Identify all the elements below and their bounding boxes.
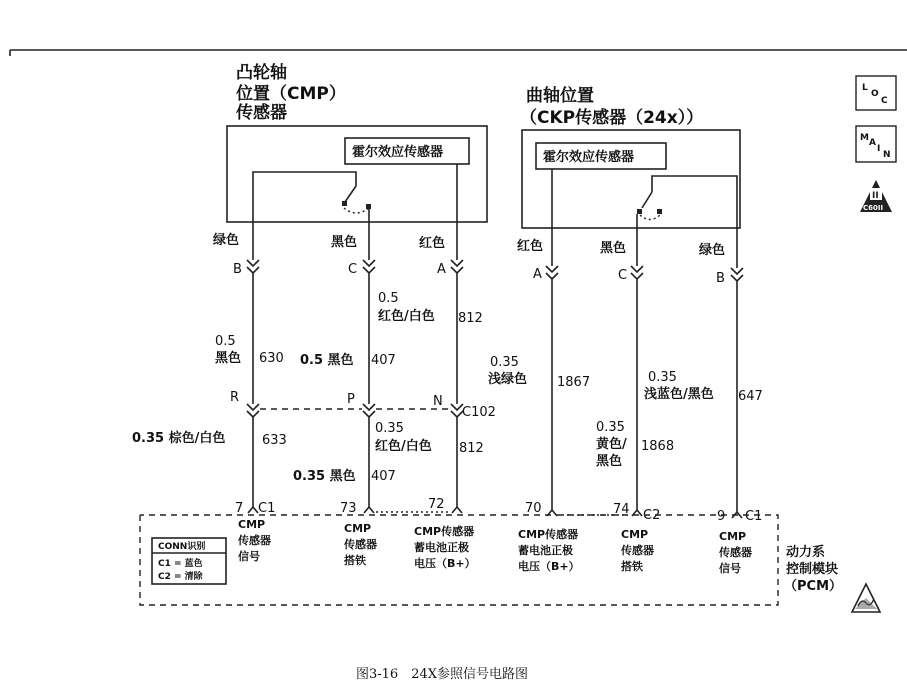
c102-w1-circuit: 633 — [262, 433, 287, 448]
svg-text:A: A — [869, 138, 876, 148]
pcm-l72-2: 蓄电池正极 — [414, 541, 469, 554]
pcm-l74-2: 传感器 — [621, 544, 654, 557]
cmp-b-color: 绿色 — [213, 233, 240, 248]
cmp-c-size: 0.5 — [378, 291, 399, 306]
pcm-l73-2: 传感器 — [344, 538, 377, 551]
ckp-a-size: 0.35 — [490, 355, 519, 370]
c102-w3-sizecolor: 0.35 黑色 — [293, 469, 356, 484]
c102-w4-circuit: 1868 — [641, 439, 675, 454]
pcm-conn-c1-a: C1 — [258, 501, 276, 516]
c102-w2-wcolor: 红色/白色 — [375, 439, 432, 454]
c102-w2-size: 0.35 — [375, 421, 404, 436]
pcm-l73-3: 搭铁 — [344, 554, 366, 567]
pcm-l7-3: 信号 — [238, 550, 260, 563]
cmp-b-size: 0.5 — [215, 334, 236, 349]
pcm-pin-73: 73 — [340, 501, 357, 516]
c102-w4-size: 0.35 — [596, 420, 625, 435]
cmp-a-color: 红色 — [419, 236, 446, 251]
cmp-a-circuit: 407 — [371, 353, 396, 368]
pcm-l72-3: 电压（B+） — [414, 557, 476, 570]
pcm-l74-3: 搭铁 — [621, 560, 643, 573]
cmp-switch-icon — [253, 172, 371, 240]
svg-text:C60II: C60II — [863, 204, 884, 212]
cmp-c-color: 黑色 — [331, 235, 358, 250]
conn-legend — [152, 538, 226, 584]
c60-icon — [860, 180, 892, 212]
cmp-pin-b: B — [233, 262, 242, 277]
pcm-pin-72: 72 — [428, 497, 445, 512]
pcm-l74-1: CMP — [621, 528, 649, 541]
ckp-pin-b: B — [716, 271, 725, 286]
conn-legend-title: CONN识别 — [158, 542, 206, 552]
cmp-a-sizecolor: 0.5 黑色 — [300, 353, 354, 368]
ckp-switch-icon — [637, 176, 737, 252]
pcm-conn-c1-b: C1 — [745, 509, 763, 524]
svg-text:M: M — [860, 133, 869, 143]
pcm-l9-3: 信号 — [719, 562, 741, 575]
ckp-pin-c: C — [618, 268, 628, 283]
conn-legend-c1: C1 = 蓝色 — [158, 559, 203, 569]
ckp-b-color: 绿色 — [699, 243, 726, 258]
svg-text:N: N — [883, 150, 891, 160]
pcm-l70-3: 电压（B+） — [518, 560, 580, 573]
pcm-l72-1: CMP传感器 — [414, 525, 475, 538]
cmp-b-circuit: 630 — [259, 351, 284, 366]
svg-text:O: O — [871, 89, 879, 99]
cmp-pin-a: A — [437, 262, 446, 277]
cmp-hall-label: 霍尔效应传感器 — [352, 145, 444, 160]
pcm-connector-chevrons — [248, 507, 742, 518]
c102-pin-n: N — [433, 394, 443, 409]
pcm-l7-2: 传感器 — [238, 534, 271, 547]
svg-text:L: L — [862, 83, 868, 93]
c102-connector-chevrons — [247, 404, 463, 417]
cmp-c-circuit: 812 — [458, 311, 483, 326]
ckp-hall-label: 霍尔效应传感器 — [543, 150, 635, 165]
ckp-sensor-box — [522, 130, 740, 228]
pcm-pin-70: 70 — [525, 501, 542, 516]
cmp-title-2: 位置（CMP） — [236, 84, 346, 104]
c102-w4-wcolor1: 黄色/ — [596, 437, 627, 452]
pcm-l7-1: CMP — [238, 518, 266, 531]
cmp-pin-c: C — [348, 262, 358, 277]
pcm-pin-74: 74 — [613, 502, 630, 517]
ckp-c-circuit: 647 — [738, 389, 763, 404]
cmp-c-wcolor: 红色/白色 — [378, 309, 435, 324]
ckp-c-wcolor: 浅蓝色/黑色 — [644, 387, 714, 402]
c102-w3-circuit: 407 — [371, 469, 396, 484]
pcm-name-3: （PCM） — [784, 579, 843, 594]
svg-text:I: I — [877, 144, 881, 154]
pcm-pin-9: 9 — [717, 509, 726, 524]
pcm-l9-2: 传感器 — [719, 546, 752, 559]
conn-legend-c2: C2 = 清除 — [158, 572, 203, 582]
pcm-l73-1: CMP — [344, 522, 372, 535]
svg-text:II: II — [872, 191, 879, 201]
pcm-conn-c2: C2 — [643, 508, 661, 523]
sensor-connector-chevrons — [247, 260, 743, 281]
pcm-name-2: 控制模块 — [786, 562, 839, 577]
pcm-name-1: 动力系 — [786, 545, 826, 560]
loc-icon — [856, 76, 896, 110]
pcm-l9-1: CMP — [719, 530, 747, 543]
main-icon — [856, 126, 896, 162]
c102-pin-r: R — [230, 390, 240, 405]
pcm-pin-7: 7 — [235, 501, 244, 516]
cmp-sensor-box — [227, 126, 487, 222]
cmp-title-1: 凸轮轴 — [236, 63, 287, 83]
figure-caption: 图3-16 24X参照信号电路图 — [356, 667, 529, 682]
ckp-title-1: 曲轴位置 — [526, 86, 594, 106]
ckp-title-2: （CKP传感器（24x）） — [520, 108, 704, 128]
c102-w2-circuit: 812 — [459, 441, 484, 456]
pcm-l70-1: CMP传感器 — [518, 528, 579, 541]
c102-label: C102 — [462, 405, 496, 420]
cmp-title-3: 传感器 — [236, 103, 287, 123]
esd-warning-icon — [852, 584, 880, 612]
ckp-a-wcolor: 浅绿色 — [488, 372, 528, 387]
ckp-c-size: 0.35 — [648, 370, 677, 385]
ckp-pin-a: A — [533, 267, 542, 282]
c102-w1-sizecolor: 0.35 棕色/白色 — [132, 431, 226, 446]
pcm-l70-2: 蓄电池正极 — [518, 544, 573, 557]
ckp-a-color: 红色 — [517, 239, 544, 254]
c102-pin-p: P — [347, 392, 355, 407]
ckp-a-circuit: 1867 — [557, 375, 591, 390]
svg-text:C: C — [881, 96, 888, 106]
c102-w4-wcolor2: 黑色 — [596, 454, 623, 469]
cmp-b-wcolor: 黑色 — [215, 351, 242, 366]
ckp-c-color: 黑色 — [600, 241, 627, 256]
